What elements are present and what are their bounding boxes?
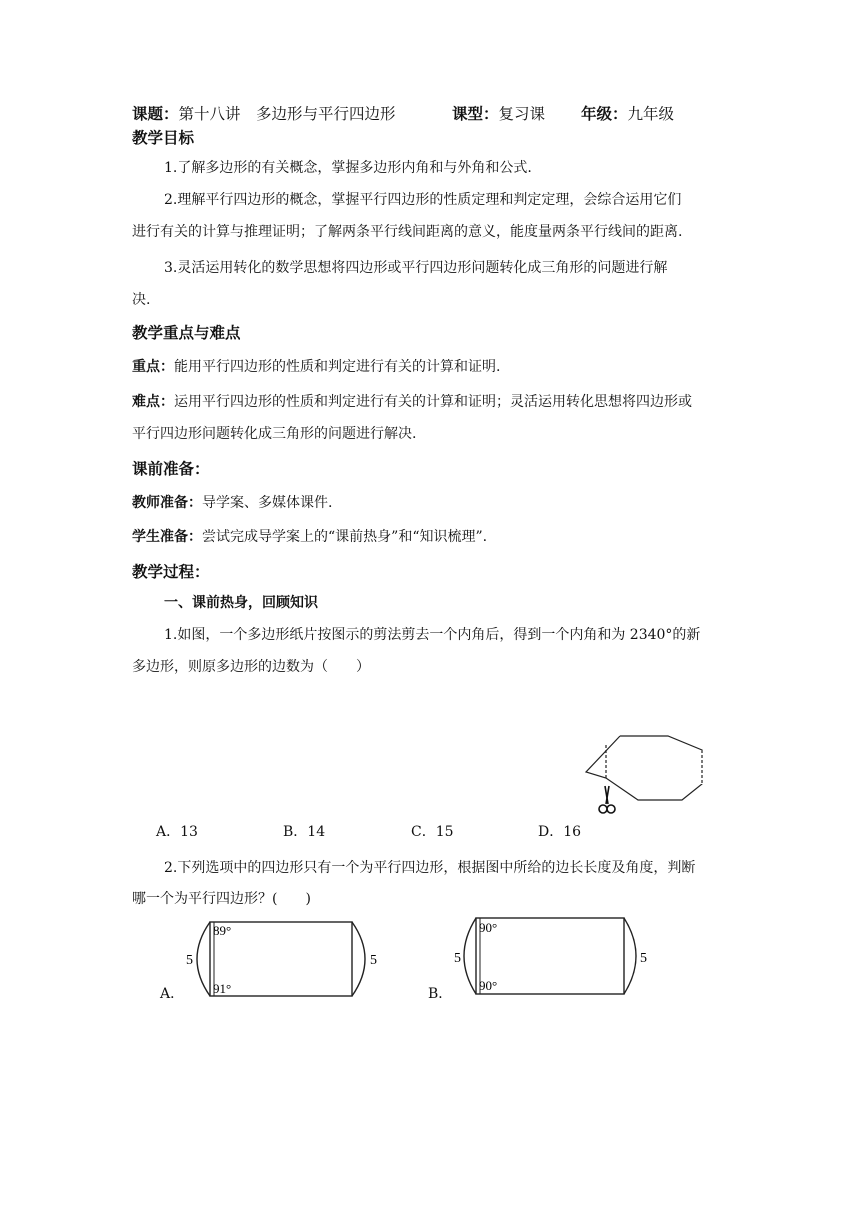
teacher-preparation bbox=[132, 493, 332, 513]
figure-a-side-left: 5 bbox=[186, 953, 193, 968]
lesson-header bbox=[132, 104, 396, 124]
option-b: B．14 bbox=[283, 824, 326, 840]
focus-text: 能用平行四边形的性质和判定进行有关的计算和证明. bbox=[174, 359, 501, 375]
question-1-line-2: 多边形，则原多边形的边数为（ ） bbox=[132, 659, 370, 675]
figure-b-side-left: 5 bbox=[454, 951, 461, 966]
focus-line bbox=[132, 357, 500, 377]
section-1-title: 一、课前热身，回顾知识 bbox=[164, 595, 318, 611]
objective-3-line-1: 3.灵活运用转化的数学思想将四边形或平行四边形问题转化成三角形的问题进行解 bbox=[164, 260, 668, 276]
difficulty-text: 运用平行四边形的性质和判定进行有关的计算和证明；灵活运用转化思想将四边形或 bbox=[174, 394, 692, 410]
figure-a-left-arc bbox=[197, 922, 210, 996]
type-value: 复习课 bbox=[498, 105, 546, 123]
figure-b-angle-top: 90° bbox=[479, 920, 498, 935]
grade-value: 九年级 bbox=[627, 105, 675, 123]
scissors-icon bbox=[599, 786, 615, 813]
figure-b-label: B． bbox=[428, 986, 453, 1002]
lesson-type bbox=[452, 104, 545, 124]
objective-2-line-2: 进行有关的计算与推理证明；了解两条平行线间距离的意义，能度量两条平行线间的距离. bbox=[132, 224, 683, 240]
student-label: 学生准备： bbox=[132, 529, 202, 545]
figure-a-rect bbox=[210, 922, 352, 996]
option-c: C．15 bbox=[411, 824, 454, 840]
teacher-label: 教师准备： bbox=[132, 495, 202, 511]
student-preparation bbox=[132, 527, 487, 547]
figure-a-right-arc bbox=[352, 922, 365, 996]
figure-b-right-arc bbox=[624, 918, 636, 994]
polygon-outline bbox=[586, 736, 702, 800]
quadrilateral-figure-b bbox=[448, 914, 658, 998]
difficulty-label: 难点： bbox=[132, 394, 174, 410]
process-heading: 教学过程： bbox=[132, 562, 210, 581]
polygon-cut-figure bbox=[584, 732, 708, 824]
difficulty-line-1 bbox=[132, 392, 692, 412]
question-2-line-1: 2.下列选项中的四边形只有一个为平行四边形，根据图中所给的边长长度及角度，判断 bbox=[164, 860, 696, 876]
quadrilateral-figure-a bbox=[180, 918, 390, 1002]
figure-a-angle-top: 89° bbox=[213, 923, 232, 938]
preparation-heading: 课前准备： bbox=[132, 459, 210, 478]
figure-b-left-arc bbox=[464, 918, 476, 994]
figure-b-angle-bottom: 90° bbox=[479, 978, 498, 993]
objective-2-line-1: 2.理解平行四边形的概念，掌握平行四边形的性质定理和判定定理，会综合运用它们 bbox=[164, 192, 682, 208]
teacher-text: 导学案、多媒体课件. bbox=[202, 495, 333, 511]
option-a: A．13 bbox=[156, 824, 198, 840]
difficulty-line-2: 平行四边形问题转化成三角形的问题进行解决. bbox=[132, 426, 417, 442]
focus-label: 重点： bbox=[132, 359, 174, 375]
figure-b-rect bbox=[476, 918, 624, 994]
objective-1: 1.了解多边形的有关概念，掌握多边形内角和与外角和公式. bbox=[164, 160, 532, 176]
key-points-heading: 教学重点与难点 bbox=[132, 323, 241, 342]
grade-label: 年级： bbox=[581, 104, 628, 123]
lesson-grade bbox=[581, 104, 674, 124]
figure-a-side-right: 5 bbox=[370, 953, 377, 968]
student-text: 尝试完成导学案上的“课前热身”和“知识梳理”. bbox=[202, 529, 488, 545]
topic-label: 课题： bbox=[132, 104, 179, 123]
figure-b-side-right: 5 bbox=[640, 951, 647, 966]
option-d: D．16 bbox=[538, 824, 582, 840]
figure-a-angle-bottom: 91° bbox=[213, 981, 232, 996]
objectives-heading: 教学目标 bbox=[132, 128, 195, 147]
type-label: 课型： bbox=[452, 104, 499, 123]
figure-a-label: A． bbox=[160, 986, 185, 1002]
topic-value: 第十八讲 多边形与平行四边形 bbox=[178, 105, 396, 123]
question-2-line-2: 哪一个为平行四边形？( ) bbox=[132, 891, 311, 907]
question-1-line-1: 1.如图，一个多边形纸片按图示的剪法剪去一个内角后，得到一个内角和为 2340°的新 bbox=[164, 627, 701, 643]
objective-3-line-2: 决. bbox=[132, 292, 151, 308]
